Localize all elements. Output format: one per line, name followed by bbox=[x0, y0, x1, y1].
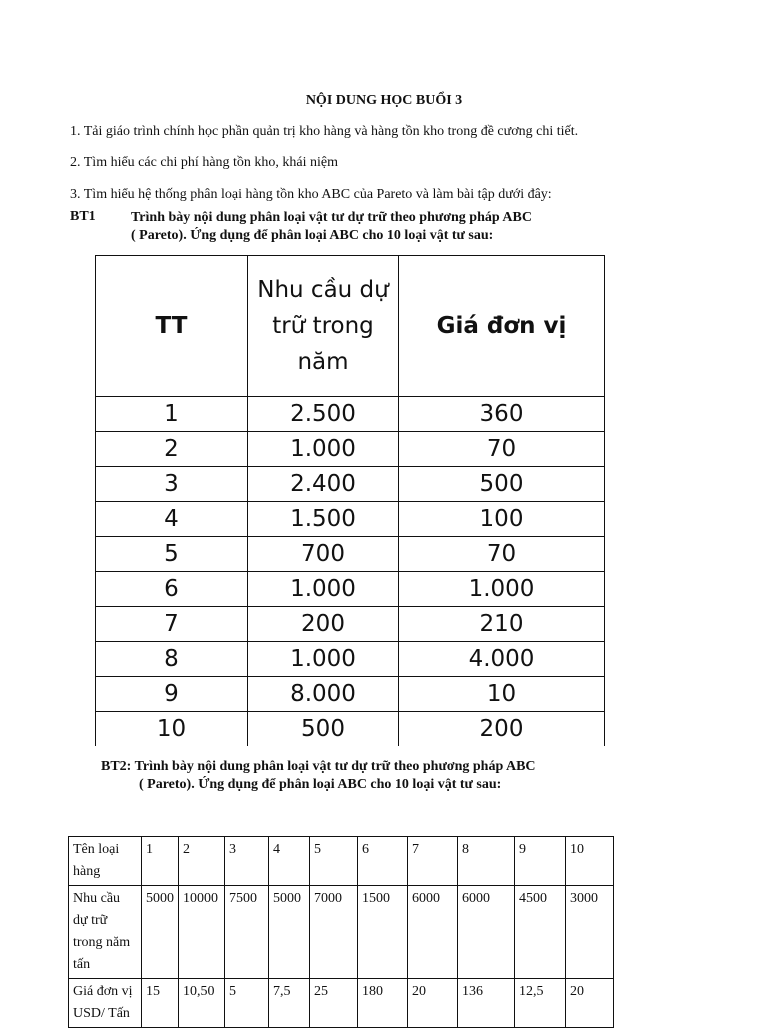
value-cell: 5000 bbox=[142, 886, 179, 979]
bt1-line-2: ( Pareto). Ứng dụng để phân loại ABC cho 10 loại vật tư sau: bbox=[131, 228, 494, 243]
document-title: NỘI DUNG HỌC BUỔI 3 bbox=[305, 93, 463, 108]
cell-demand: 1.000 bbox=[248, 572, 399, 607]
value-cell: 4500 bbox=[515, 886, 566, 979]
cell-demand: 500 bbox=[248, 712, 399, 747]
bt1-text bbox=[131, 209, 532, 245]
header-tt: TT bbox=[96, 256, 248, 397]
cell-demand: 200 bbox=[248, 607, 399, 642]
value-cell: 15 bbox=[142, 979, 179, 1028]
cell-unit-price: 100 bbox=[399, 502, 605, 537]
cell-tt: 6 bbox=[96, 572, 248, 607]
value-cell: 5 bbox=[310, 837, 358, 886]
table-row bbox=[96, 537, 605, 572]
cell-demand: 1.500 bbox=[248, 502, 399, 537]
cell-unit-price: 360 bbox=[399, 397, 605, 432]
value-cell: 5 bbox=[225, 979, 269, 1028]
cell-unit-price: 500 bbox=[399, 467, 605, 502]
cell-demand: 2.400 bbox=[248, 467, 399, 502]
header-demand: Nhu cầu dự trữ trong năm bbox=[248, 256, 399, 397]
bt2-text bbox=[101, 758, 536, 794]
value-cell: 3000 bbox=[566, 886, 614, 979]
cell-tt: 2 bbox=[96, 432, 248, 467]
value-cell: 3 bbox=[225, 837, 269, 886]
value-cell: 7,5 bbox=[269, 979, 310, 1028]
table-row bbox=[96, 607, 605, 642]
value-cell: 12,5 bbox=[515, 979, 566, 1028]
value-cell: 10000 bbox=[179, 886, 225, 979]
table-row bbox=[96, 502, 605, 537]
row-label-cell: Giá đơn vị USD/ Tấn bbox=[69, 979, 142, 1028]
cell-unit-price: 70 bbox=[399, 432, 605, 467]
table-row bbox=[96, 432, 605, 467]
value-cell: 136 bbox=[458, 979, 515, 1028]
value-cell: 180 bbox=[358, 979, 408, 1028]
cell-demand: 1.000 bbox=[248, 432, 399, 467]
value-cell: 25 bbox=[310, 979, 358, 1028]
table-header-row bbox=[96, 256, 605, 397]
cell-tt: 4 bbox=[96, 502, 248, 537]
value-cell: 4 bbox=[269, 837, 310, 886]
value-cell: 20 bbox=[566, 979, 614, 1028]
value-cell: 6 bbox=[358, 837, 408, 886]
item-2: 2. Tìm hiểu các chi phí hàng tồn kho, khái niệm bbox=[70, 155, 339, 170]
table-row bbox=[69, 837, 614, 886]
cell-tt: 8 bbox=[96, 642, 248, 677]
cell-unit-price: 210 bbox=[399, 607, 605, 642]
header-unit-price: Giá đơn vị bbox=[399, 256, 605, 397]
value-cell: 7500 bbox=[225, 886, 269, 979]
bt1-line-1: Trình bày nội dung phân loại vật tư dự trữ theo phương pháp ABC bbox=[131, 210, 532, 225]
value-cell: 1 bbox=[142, 837, 179, 886]
cell-tt: 3 bbox=[96, 467, 248, 502]
bt2-line-2: ( Pareto). Ứng dụng để phân loại ABC cho 10 loại vật tư sau: bbox=[139, 777, 502, 792]
table-row bbox=[96, 572, 605, 607]
value-cell: 7000 bbox=[310, 886, 358, 979]
cell-tt: 5 bbox=[96, 537, 248, 572]
value-cell: 6000 bbox=[408, 886, 458, 979]
cell-unit-price: 200 bbox=[399, 712, 605, 747]
value-cell: 10,50 bbox=[179, 979, 225, 1028]
table-row bbox=[96, 467, 605, 502]
cell-unit-price: 70 bbox=[399, 537, 605, 572]
value-cell: 5000 bbox=[269, 886, 310, 979]
table-row bbox=[69, 886, 614, 979]
item-1: 1. Tải giáo trình chính học phần quản trị kho hàng và hàng tồn kho trong đề cương chi tiết. bbox=[70, 124, 579, 139]
table-row bbox=[69, 979, 614, 1028]
value-cell: 8 bbox=[458, 837, 515, 886]
item-3: 3. Tìm hiểu hệ thống phân loại hàng tồn kho ABC của Pareto và làm bài tập dưới đây: bbox=[70, 187, 552, 202]
row-label-cell: Tên loại hàng bbox=[69, 837, 142, 886]
table-row bbox=[96, 677, 605, 712]
bt1-label: BT1 bbox=[70, 209, 96, 224]
cell-demand: 1.000 bbox=[248, 642, 399, 677]
cell-tt: 10 bbox=[96, 712, 248, 747]
cell-unit-price: 4.000 bbox=[399, 642, 605, 677]
value-cell: 20 bbox=[408, 979, 458, 1028]
table-row bbox=[96, 642, 605, 677]
value-cell: 9 bbox=[515, 837, 566, 886]
value-cell: 6000 bbox=[458, 886, 515, 979]
cell-demand: 8.000 bbox=[248, 677, 399, 712]
value-cell: 7 bbox=[408, 837, 458, 886]
cell-tt: 7 bbox=[96, 607, 248, 642]
table-row bbox=[96, 397, 605, 432]
cell-unit-price: 1.000 bbox=[399, 572, 605, 607]
cell-demand: 2.500 bbox=[248, 397, 399, 432]
row-label-cell: Nhu cầu dự trữ trong năm tấn bbox=[69, 886, 142, 979]
cell-tt: 1 bbox=[96, 397, 248, 432]
bt2-line-1: BT2: Trình bày nội dung phân loại vật tư dự trữ theo phương pháp ABC bbox=[101, 759, 536, 774]
value-cell: 1500 bbox=[358, 886, 408, 979]
cell-demand: 700 bbox=[248, 537, 399, 572]
cell-tt: 9 bbox=[96, 677, 248, 712]
value-cell: 2 bbox=[179, 837, 225, 886]
demand-price-table bbox=[95, 255, 605, 746]
value-cell: 10 bbox=[566, 837, 614, 886]
cell-unit-price: 10 bbox=[399, 677, 605, 712]
table-row bbox=[96, 712, 605, 747]
goods-table bbox=[68, 836, 614, 1028]
